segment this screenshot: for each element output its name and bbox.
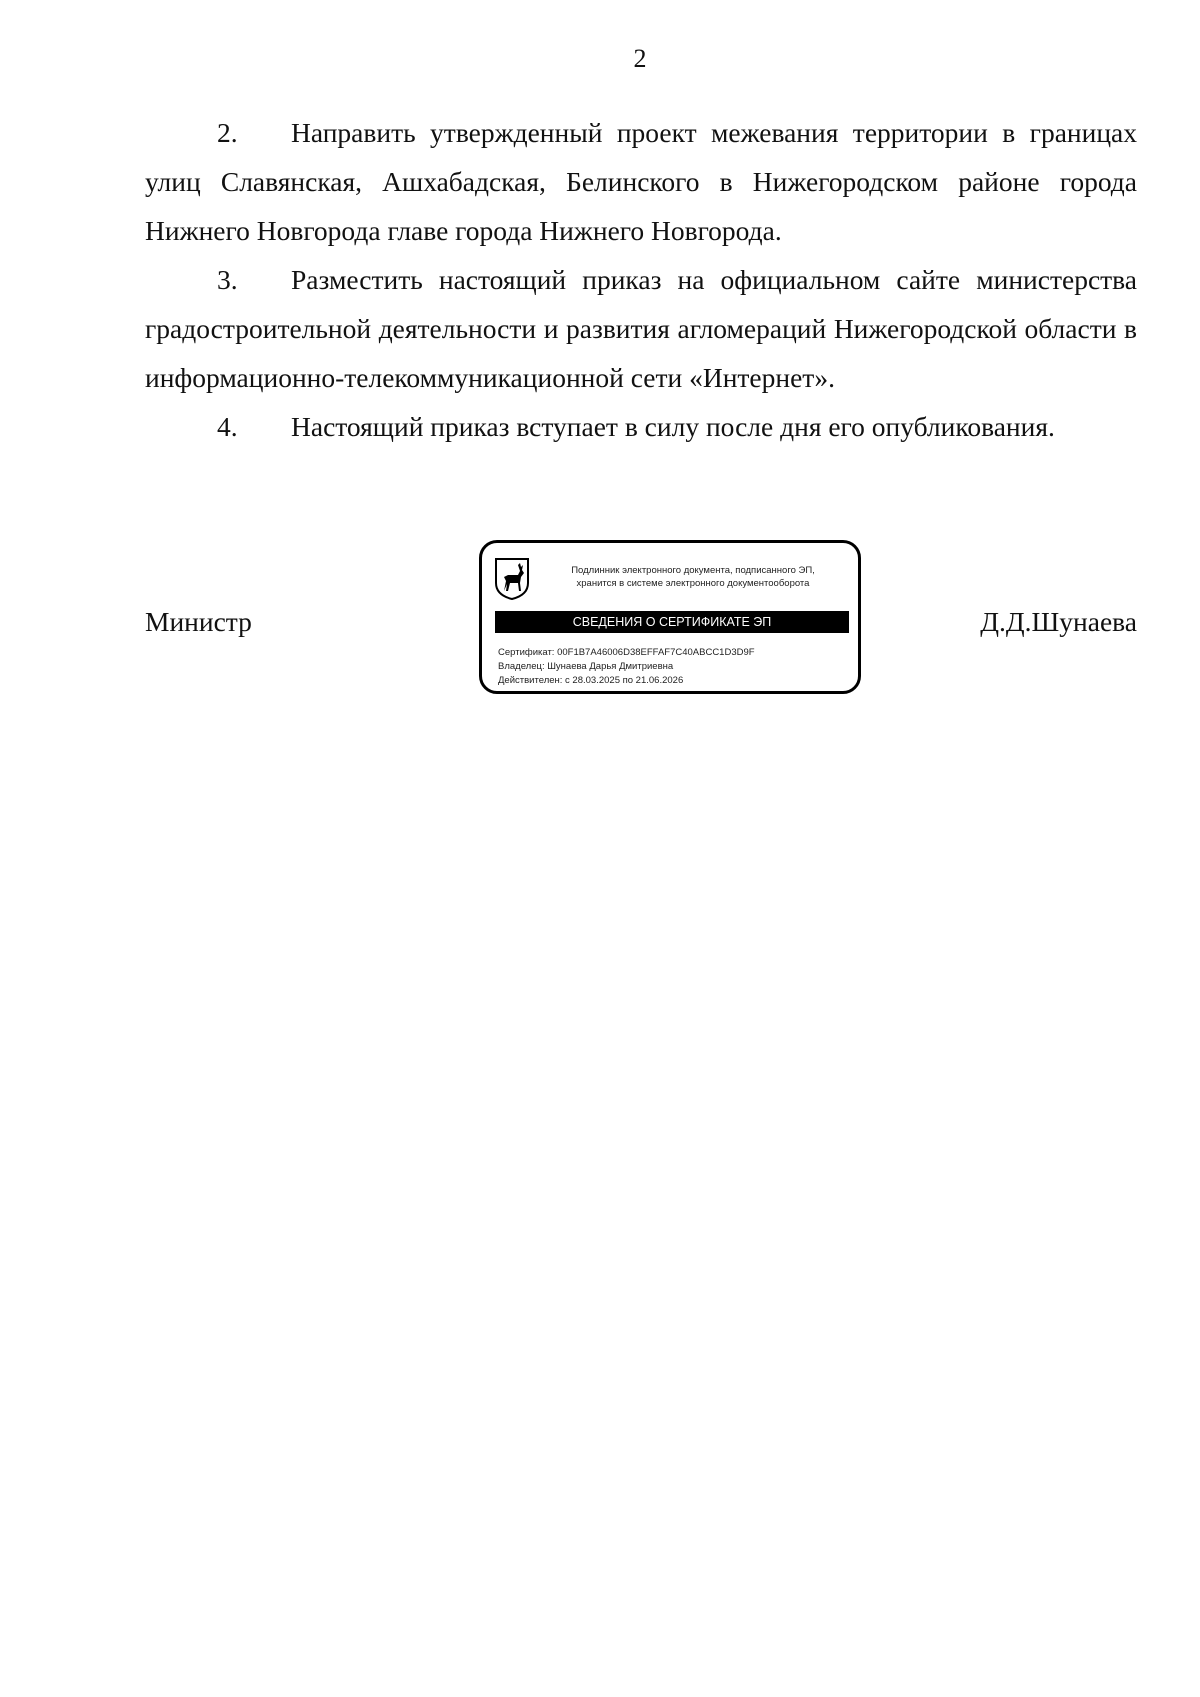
paragraph-text: Настоящий приказ вступает в силу после дня его опубликования. bbox=[291, 411, 1055, 442]
document-body bbox=[145, 108, 1137, 451]
paragraph-number: 4. bbox=[217, 411, 238, 442]
paragraph-number: 3. bbox=[217, 264, 238, 295]
paragraph-text: Направить утвержденный проект межевания территории в границах улиц Славянская, Ашхабадская, Белинского в Нижегородском районе города Нижнего Новгорода главе города Нижнего Новгорода. bbox=[145, 117, 1137, 246]
stamp-header bbox=[538, 564, 848, 590]
deer-coat-of-arms-icon bbox=[494, 557, 530, 601]
stamp-header-line: Подлинник электронного документа, подписанного ЭП, bbox=[571, 565, 815, 576]
paragraph-2 bbox=[145, 108, 1137, 255]
paragraph-4 bbox=[145, 402, 1137, 451]
paragraph-text: Разместить настоящий приказ на официальном сайте министерства градостроительной деятельности и развития агломераций Нижегородской области в информационно-телекоммуникационной сети «Интернет». bbox=[145, 264, 1137, 393]
signatory-position: Министр bbox=[145, 606, 252, 637]
stamp-banner: СВЕДЕНИЯ О СЕРТИФИКАТЕ ЭП bbox=[495, 611, 849, 633]
paragraph-3 bbox=[145, 255, 1137, 402]
certificate-owner: Владелец: Шунаева Дарья Дмитриевна bbox=[498, 661, 674, 672]
stamp-details bbox=[498, 646, 755, 688]
certificate-validity: Действителен: с 28.03.2025 по 21.06.2026 bbox=[498, 675, 684, 686]
paragraph-number: 2. bbox=[217, 117, 238, 148]
signatory-name: Д.Д.Шунаева bbox=[980, 606, 1137, 637]
electronic-signature-stamp bbox=[479, 540, 861, 694]
page-number: 2 bbox=[633, 44, 647, 73]
certificate-number: Сертификат: 00F1B7A46006D38EFFAF7C40ABCC1D3D9F bbox=[498, 647, 755, 658]
stamp-header-line: хранится в системе электронного документооборота bbox=[576, 578, 810, 589]
